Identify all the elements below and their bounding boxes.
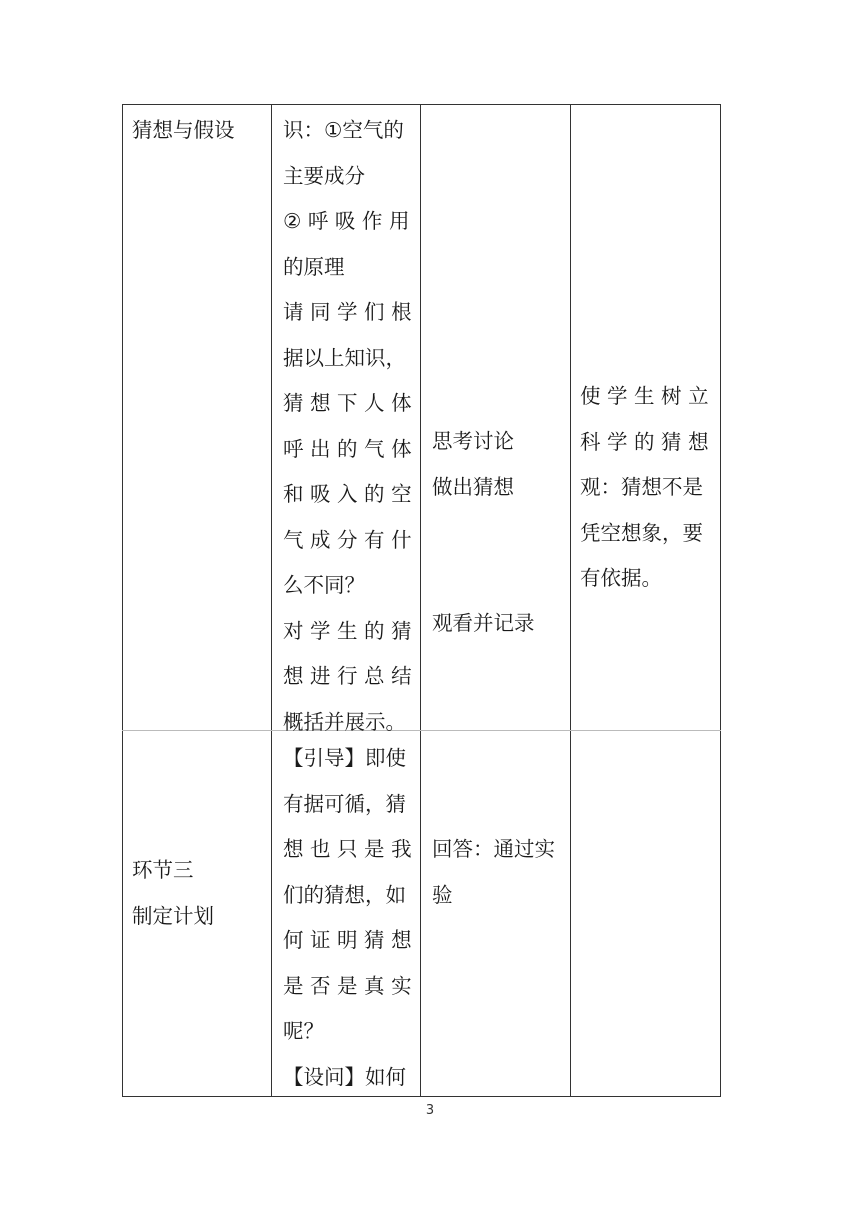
row2-student-activity-cell: 回答：通过实 验: [432, 837, 555, 907]
row1-teacher-activity-cell: 识：①空气的 主要成分 ② 呼 吸 作 用 的原理 请 同 学 们 根 据以上知识， 猜 想 下 人 体 呼 出 的 气 体 和 吸 入 的 空 气 成 分 有 什 么不同？ 对 学 生 的 猜 想 进 行 总 结 概括并展示。: [283, 118, 412, 734]
table-border-left: [122, 104, 123, 1097]
table-border-bottom: [122, 1096, 721, 1097]
table-border-right: [720, 104, 721, 1097]
row1-stage-cell: 猜想与假设: [132, 118, 235, 142]
row2-stage-cell: 环节三 制定计划: [132, 858, 214, 928]
row-divider: [122, 730, 721, 731]
column-divider-2: [420, 104, 421, 1097]
row1-student-activity-cell-2: 观看并记录: [432, 611, 535, 635]
table-border-top: [122, 104, 721, 105]
page-number: 3: [425, 1103, 435, 1118]
row1-student-activity-cell: 思考讨论 做出猜想: [432, 429, 514, 499]
lesson-plan-table: [122, 104, 721, 1097]
row2-teacher-activity-cell: 【引导】即使 有据可循，猜 想 也 只 是 我 们的猜想，如 何 证 明 猜 想 是 否 是 真 实 呢？ 【设问】如何: [283, 746, 412, 1089]
column-divider-3: [570, 104, 571, 1097]
column-divider-1: [271, 104, 272, 1097]
row1-design-intent-cell: 使 学 生 树 立 科 学 的 猜 想 观：猜想不是 凭空想象，要 有依据。: [580, 384, 709, 590]
